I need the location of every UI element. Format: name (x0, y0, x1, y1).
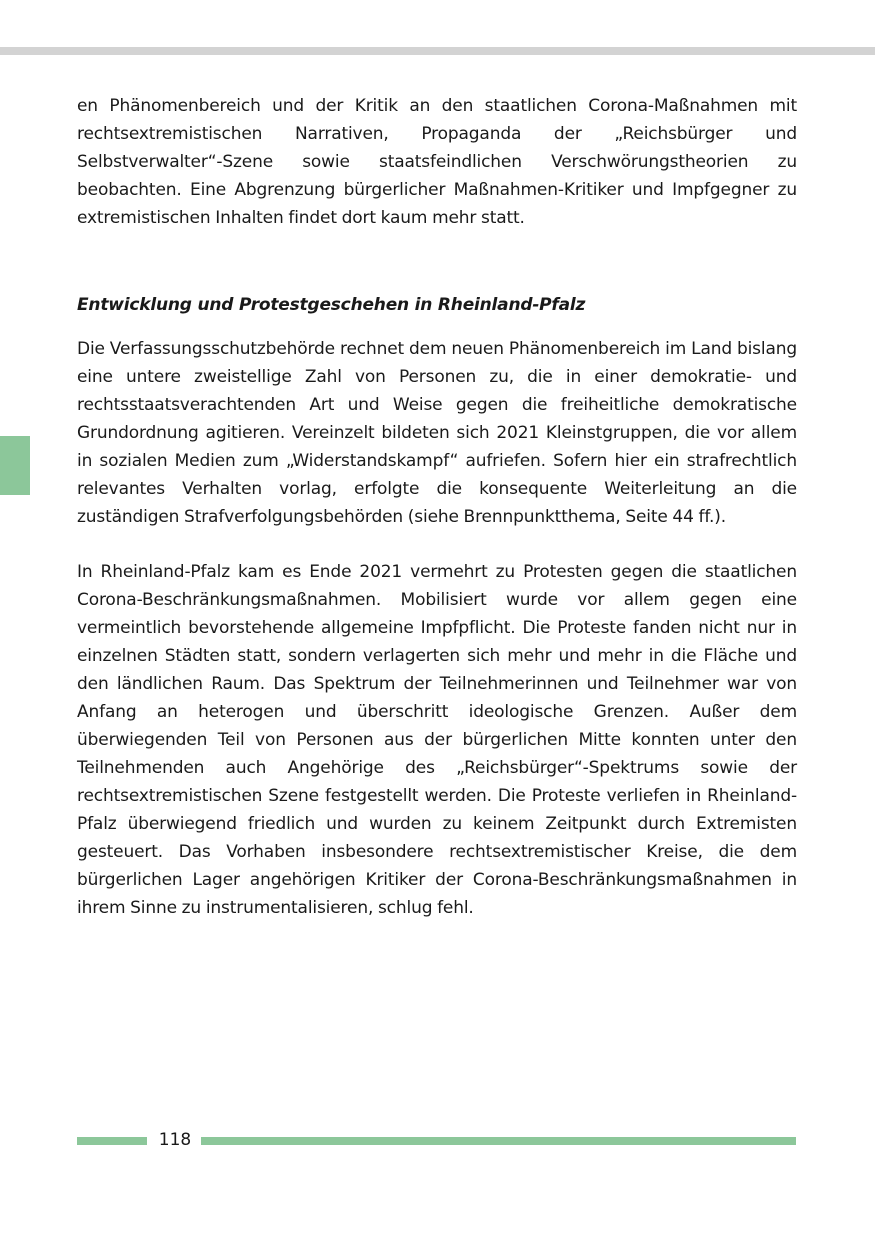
lead-paragraph: en Phänomenbereich und der Kritik an den staatlichen Corona-Maßnahmen mit rechtsextremistischen Narrativen, Propaganda der „Reichsbürger und Selbstverwalter“-Szene sowie staatsfeindlichen Verschwörungstheorien zu beobachten. Eine Abgrenzung bürgerlicher Maßnahmen-Kritiker und Impfgegner zu extremistischen Inhalten findet dort kaum mehr statt. (77, 96, 797, 228)
chapter-side-tab (0, 436, 30, 495)
body-paragraph-1: Die Verfassungsschutzbehörde rechnet dem neuen Phänomenbereich im Land bislang eine untere zweistellige Zahl von Personen zu, die in einer demokratie- und rechtsstaatsverachtenden Art und Weise gegen die freiheitliche demokratische Grundordnung agitieren. Vereinzelt bildeten sich 2021 Kleinstgruppen, die vor allem in sozialen Medien zum „Widerstandskampf“ aufriefen. Sofern hier ein strafrechtlich relevantes Verhalten vorlag, erfolgte die konsequente Weiterleitung an die zuständigen Strafverfolgungsbehörden (siehe Brennpunktthema, Seite 44 ff.). (77, 339, 797, 527)
footer-rule-left (77, 1137, 147, 1145)
page-number: 118 (158, 1130, 192, 1150)
body-paragraph-2: In Rheinland-Pfalz kam es Ende 2021 vermehrt zu Protesten gegen die staatlichen Corona-Beschränkungsmaßnahmen. Mobilisiert wurde vor allem gegen eine vermeintlich bevorstehende allgemeine Impfpflicht. Die Proteste fanden nicht nur in einzelnen Städten statt, sondern verlagerten sich mehr und mehr in die Fläche und den ländlichen Raum. Das Spektrum der Teilnehmerinnen und Teilnehmer war von Anfang an heterogen und überschritt ideologische Grenzen. Außer dem überwiegenden Teil von Personen aus der bürgerlichen Mitte konnten unter den Teilnehmenden auch Angehörige des „Reichsbürger“-Spektrums sowie der rechtsextremistischen Szene festgestellt werden. Die Proteste verliefen in Rheinland-Pfalz überwiegend friedlich und wurden zu keinem Zeitpunkt durch Extremisten gesteuert. Das Vorhaben insbesondere rechtsextremistischer Kreise, die dem bürgerlichen Lager angehörigen Kritiker der Corona-Beschränkungsmaßnahmen in ihrem Sinne zu instrumentalisieren, schlug fehl. (77, 562, 797, 918)
page-content (77, 92, 797, 922)
top-rule (0, 47, 875, 55)
section-heading: Entwicklung und Protestgeschehen in Rheinland-Pfalz (77, 295, 586, 315)
footer-rule-right (201, 1137, 796, 1145)
